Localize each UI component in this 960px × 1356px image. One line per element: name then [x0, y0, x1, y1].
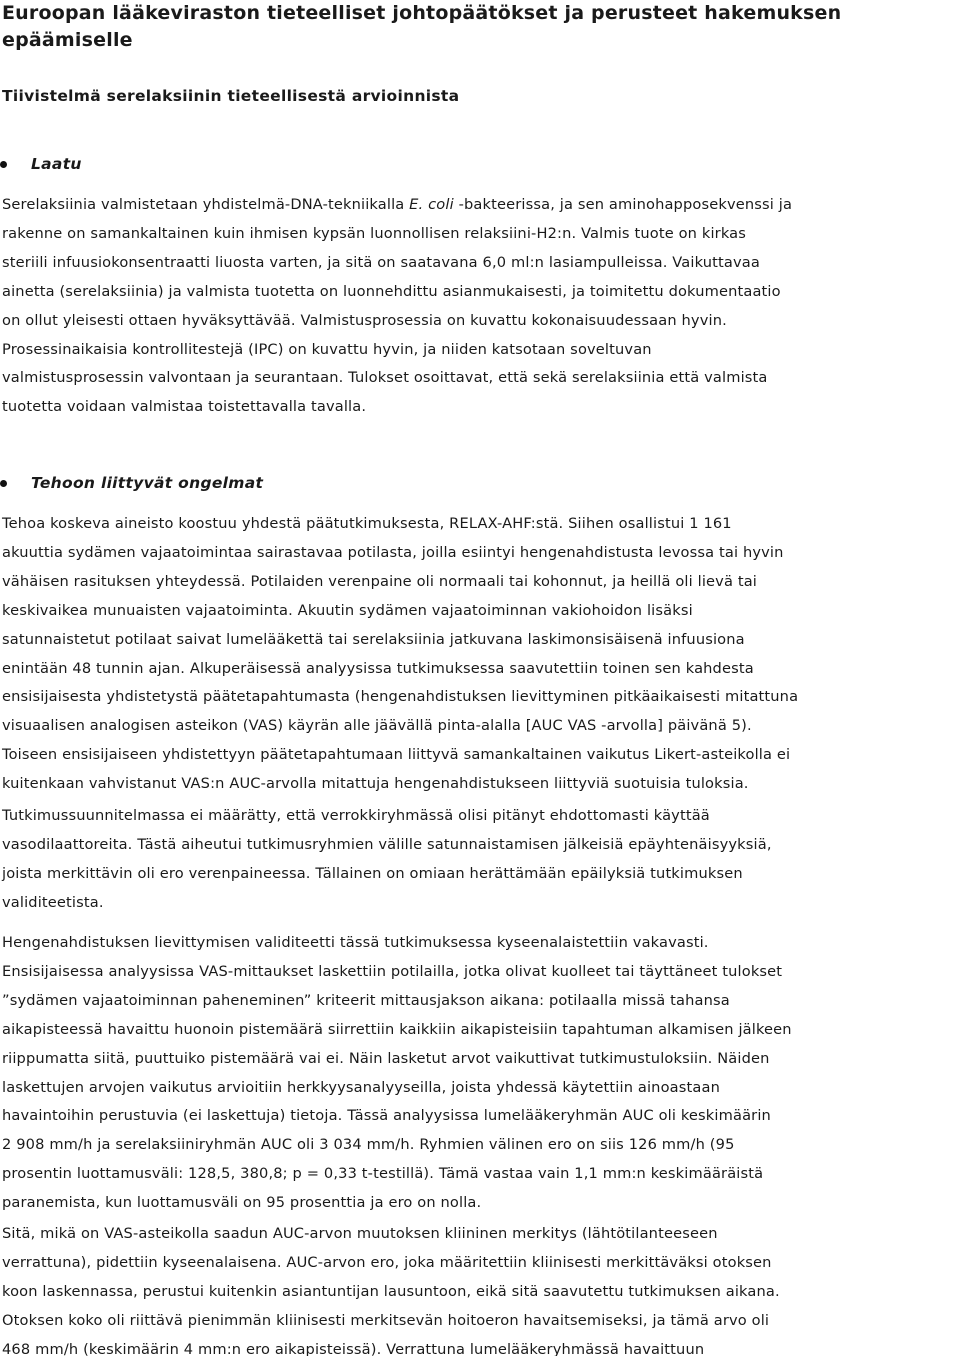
text-line [2, 191, 958, 220]
text-line: Toiseen ensisijaiseen yhdistettyyn päätetapahtumaan liittyvä samankaltainen vaikutus Likert-asteikolla ei [2, 746, 791, 764]
bullet-icon [0, 161, 7, 168]
text-line: keskivaikea munuaisten vajaatoiminta. Akuutin sydämen vajaatoiminnan vakiohoidon lisäksi [2, 601, 693, 619]
text-line: joista merkittävin oli ero verenpaineessa. Tällainen on omiaan herättämään epäilyksiä tutkimuksen [2, 864, 743, 882]
text-line: Tutkimussuunnitelmassa ei määrätty, että verrokkiryhmässä olisi pitänyt ehdottomasti käyttää [2, 807, 710, 824]
text-line: aikapisteessä havaittu huonoin pistemäärä siirrettiin kaikkiin aikapisteisiin tapahtuman alkamisen jälkeen [2, 1020, 792, 1038]
text-line: vähäisen rasituksen yhteydessä. Potilaiden verenpaine oli normaali tai kohonnut, ja heillä oli lievä tai [2, 572, 758, 590]
text-line: 2 908 mm/h ja serelaksiiniryhmän AUC oli 3 034 mm/h. Ryhmien välinen ero on siis 126 mm/h (95 [2, 1136, 735, 1154]
section-heading-efficacy-label: Tehoon liittyvät ongelmat [31, 474, 264, 492]
text-line: paranemista, kun luottamusväli on 95 prosenttia ja ero on nolla. [2, 1194, 482, 1212]
efficacy-paragraph-study-overview [2, 510, 958, 799]
document-title: Euroopan lääkeviraston tieteelliset johtopäätökset ja perusteet hakemuksen epäämiselle [2, 2, 842, 51]
section-heading-quality-label: Laatu [31, 155, 82, 173]
text-line: verrattuna), pidettiin kyseenalaisena. AUC-arvon ero, joka määritettiin kliinisesti merkittäväksi otoksen [2, 1253, 772, 1271]
text-line: Hengenahdistuksen lievittymisen validiteetti tässä tutkimuksessa kyseenalaistettiin vakavasti. [2, 934, 709, 951]
text-line: kuitenkaan vahvistanut VAS:n AUC-arvolla mitattuja hengenahdistukseen liittyviä suotuisia tuloksia. [2, 775, 749, 793]
text-line: visuaalisen analogisen asteikon (VAS) käyrän alle jäävällä pinta-alalla [AUC VAS -arvolla] päivänä 5). [2, 717, 752, 735]
section-heading-quality [31, 152, 82, 176]
text-line: ensisijaisesta yhdistetystä päätetapahtumasta (hengenahdistuksen lievittyminen pitkäaikaisesti mitattuna [2, 688, 799, 706]
text-run: -bakteerissa, ja sen aminohapposekvenssi ja [453, 196, 793, 213]
efficacy-paragraph-clinical-relevance [2, 1220, 958, 1356]
text-line: validiteetista. [2, 893, 104, 911]
text-line: Sitä, mikä on VAS-asteikolla saadun AUC-arvon muutoksen kliininen merkitys (lähtötilanteeseen [2, 1225, 718, 1242]
text-line: 468 mm/h (keskimäärin 4 mm:n ero aikapisteissä). Verrattuna lumelääkeryhmässä havaittuun [2, 1340, 705, 1356]
text-line: on ollut yleisesti ottaen hyväksyttävää. Valmistusprosessia on kuvattu kokonaisuudessaan hyvin. [2, 311, 727, 329]
text-line: ”sydämen vajaatoiminnan paheneminen” kriteerit mittausjakson aikana: potilaalla missä tahansa [2, 991, 730, 1009]
text-line: valmistusprosessin valvontaan ja seurantaan. Tulokset osoittavat, että sekä serelaksiinia että valmista [2, 369, 768, 387]
text-line: Ensisijaisessa analyysissa VAS-mittaukset laskettiin potilailla, jotka olivat kuolleet tai täyttäneet tulokset [2, 962, 783, 980]
text-line: rakenne on samankaltainen kuin ihmisen kypsän luonnollisen relaksiini-H2:n. Valmis tuote on kirkas [2, 224, 747, 242]
text-line: vasodilaattoreita. Tästä aiheutui tutkimusryhmien välille satunnaistamisen jälkeisiä epäyhtenäisyyksiä, [2, 835, 772, 853]
text-line: Otoksen koko oli riittävä pienimmän kliinisesti merkitsevän hoitoeron havaitsemiseksi, ja tämä arvo oli [2, 1311, 770, 1329]
text-line: laskettujen arvojen vaikutus arvioitiin herkkyysanalyyseilla, joista yhdessä käytettiin ainoastaan [2, 1078, 720, 1096]
document-subtitle: Tiivistelmä serelaksiinin tieteellisestä arvioinnista [2, 87, 460, 105]
text-line: steriili infuusiokonsentraatti liuosta varten, ja sitä on saatavana 6,0 ml:n lasiampulleissa. Vaikuttavaa [2, 253, 760, 271]
text-line: enintään 48 tunnin ajan. Alkuperäisessä analyysissa tutkimuksessa saavutettiin toinen sen kahdesta [2, 659, 754, 677]
text-line: prosentin luottamusväli: 128,5, 380,8; p = 0,33 t-testillä). Tämä vastaa vain 1,1 mm:n keskimääräistä [2, 1165, 764, 1183]
text-line: akuuttia sydämen vajaatoimintaa sairastavaa potilasta, joilla esiintyi hengenahdistusta levossa tai hyvin [2, 543, 784, 561]
text-line: tuotetta voidaan valmistaa toistettavalla tavalla. [2, 398, 367, 416]
efficacy-paragraph-dyspnoea-validity [2, 929, 958, 1218]
text-line: satunnaistetut potilaat saivat lumelääkettä tai serelaksiinia jatkuvana laskimonsisäisenä infuusiona [2, 630, 745, 648]
text-line: Tehoa koskeva aineisto koostuu yhdestä päätutkimuksesta, RELAX-AHF:stä. Siihen osallistui 1 161 [2, 515, 732, 532]
text-line: ainetta (serelaksiinia) ja valmista tuotetta on luonnehdittu asianmukaisesti, ja toimitettu dokumentaatio [2, 282, 781, 300]
text-run: Serelaksiinia valmistetaan yhdistelmä-DNA-tekniikalla [2, 196, 410, 213]
quality-paragraph [2, 191, 958, 422]
organism-name: E. coli [409, 196, 454, 213]
bullet-icon [0, 480, 7, 487]
text-line: koon laskennassa, perustui kuitenkin asiantuntijan lausuntoon, eikä sitä saavutettu tutkimuksen aikana. [2, 1282, 780, 1300]
text-line: Prosessinaikaisia kontrollitestejä (IPC) on kuvattu hyvin, ja niiden katsotaan soveltuvan [2, 340, 652, 358]
section-heading-efficacy [31, 471, 263, 495]
text-line: riippumatta siitä, puuttuiko pistemäärä vai ei. Näin lasketut arvot vaikuttivat tutkimustuloksiin. Näiden [2, 1049, 770, 1067]
text-line: havaintoihin perustuvia (ei laskettuja) tietoja. Tässä analyysissa lumelääkeryhmän AUC oli keskimäärin [2, 1107, 771, 1125]
efficacy-paragraph-study-design [2, 802, 958, 918]
